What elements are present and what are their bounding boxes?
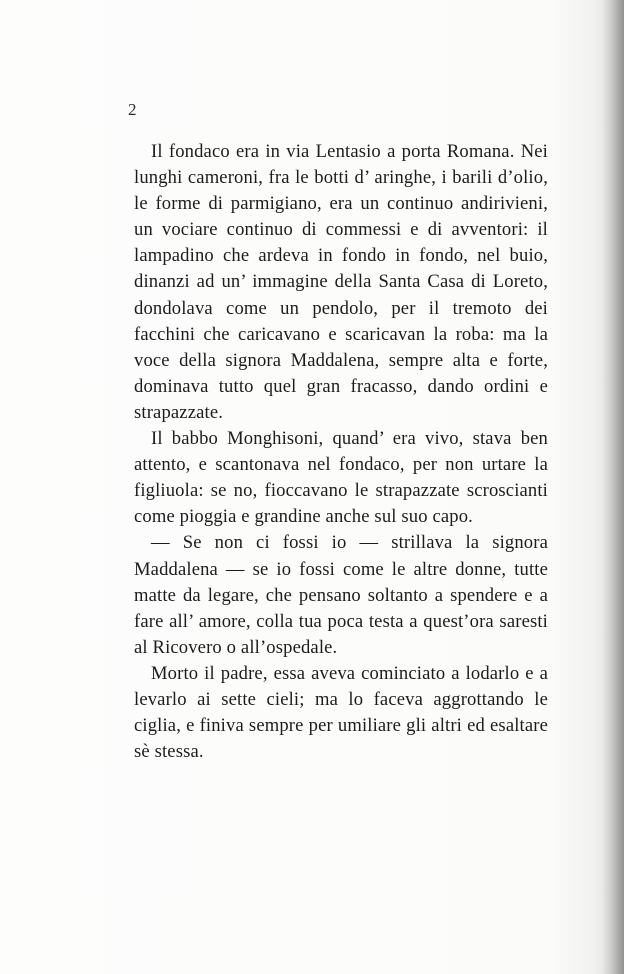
body-text xyxy=(134,139,548,765)
page-number: 2 xyxy=(128,100,137,119)
paragraph-1: Il fondaco era in via Lentasio a porta Romana. Nei lunghi cameroni, fra le botti d’ aringhe, i barili d’olio, le forme di parmigiano, era un continuo andirivieni, un vociare continuo di commessi e di avventori: il lampadino che ardeva in fondo in fondo, nel buio, dinanzi ad un’ immagine della Santa Casa di Loreto, dondolava come un pendolo, per il tremoto dei facchini che caricavano e scaricavan la roba: ma la voce della signora Maddalena, sempre alta e forte, dominava tutto quel gran fracasso, dando ordini e strapazzate. xyxy=(134,141,548,423)
paragraph-3: — Se non ci fossi io — strillava la signora Maddalena — se io fossi come le altre donne, tutte matte da legare, che pensano soltanto a spendere e a fare all’ amore, colla tua poca testa a quest’ora saresti al Ricovero o all’ospedale. xyxy=(134,532,548,658)
paragraph-4: Morto il padre, essa aveva cominciato a lodarlo e a levarlo ai sette cieli; ma lo faceva aggrottando le ciglia, e finiva sempre per umiliare gli altri ed esaltare sè stessa. xyxy=(134,662,548,763)
page-edge-shadow xyxy=(602,0,624,974)
paragraph-2: Il babbo Monghisoni, quand’ era vivo, stava ben attento, e scantonava nel fondaco, per non urtare la figliuola: se no, fioccavano le strapazzate scroscianti come pioggia e grandine anche sul suo capo. xyxy=(134,428,548,528)
